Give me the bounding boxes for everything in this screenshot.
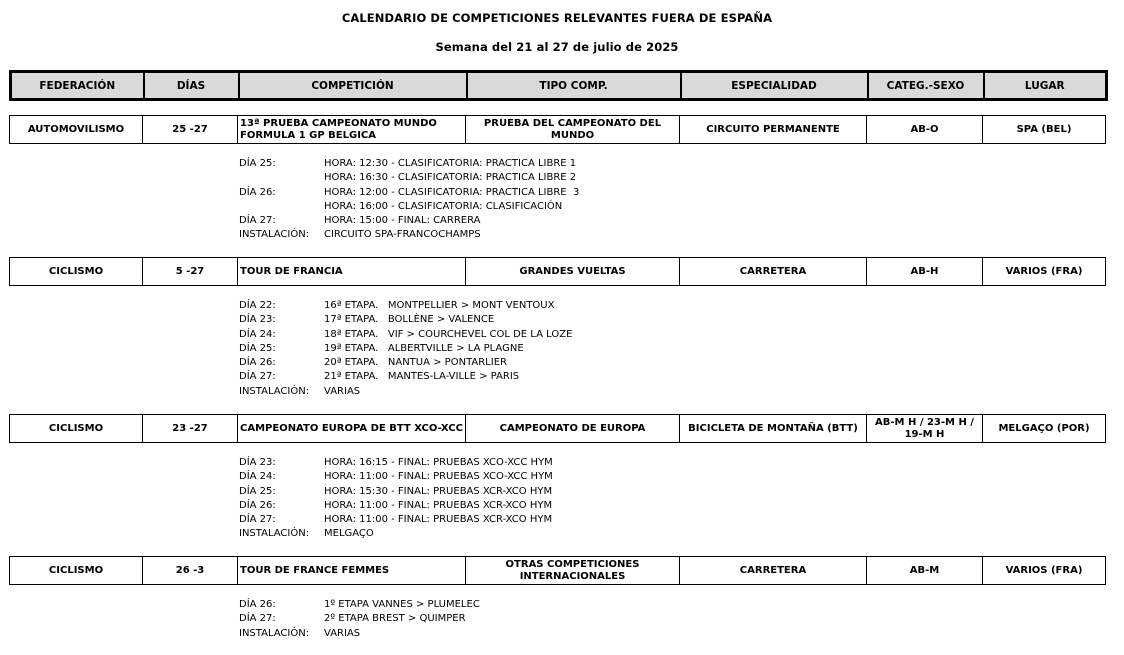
detail-line — [239, 456, 553, 470]
detail-label: DÍA 25: — [239, 342, 276, 354]
cell-lugar: MELGAÇO (POR) — [983, 415, 1106, 443]
detail-text: VARIAS — [324, 385, 361, 397]
detail-line — [239, 598, 480, 612]
detail-label: DÍA 27: — [239, 215, 276, 227]
detail-line — [239, 299, 572, 313]
detail-text: VARIAS — [324, 627, 361, 639]
detail-line — [239, 499, 553, 513]
detail-label: DÍA 24: — [239, 328, 276, 340]
detail-label: DÍA 27: — [239, 613, 276, 625]
detail-text: MELGAÇO — [324, 528, 374, 540]
event-details — [239, 598, 480, 641]
detail-line — [239, 513, 553, 527]
detail-line — [239, 228, 579, 242]
cell-competicion: TOUR DE FRANCE FEMMES — [238, 557, 466, 585]
cell-competicion: TOUR DE FRANCIA — [238, 258, 466, 286]
detail-text: 19ª ETAPA. ALBERTVILLE > LA PLAGNE — [324, 342, 524, 354]
cell-categoria: AB-H — [867, 258, 983, 286]
detail-text: HORA: 16:15 - FINAL: PRUEBAS XCO-XCC HYM — [324, 457, 553, 468]
header-federacion: FEDERACIÓN — [11, 72, 144, 100]
cell-tipo: PRUEBA DEL CAMPEONATO DEL MUNDO — [466, 116, 680, 144]
header-dias: DÍAS — [144, 72, 239, 100]
event-row — [9, 257, 1106, 286]
cell-federacion: CICLISMO — [10, 415, 143, 443]
table-header — [9, 70, 1108, 101]
event-details — [239, 299, 572, 399]
detail-label: DÍA 27: — [239, 371, 276, 383]
detail-line — [239, 527, 553, 541]
cell-federacion: AUTOMOVILISMO — [10, 116, 143, 144]
detail-label: DÍA 26: — [239, 186, 276, 198]
detail-label: DÍA 25: — [239, 158, 276, 169]
event-row — [9, 556, 1106, 585]
detail-line — [239, 200, 579, 214]
event-row — [9, 414, 1106, 443]
detail-line — [239, 313, 572, 327]
detail-line — [239, 171, 579, 185]
cell-dias: 5 -27 — [143, 258, 238, 286]
detail-text: 21ª ETAPA. MANTES-LA-VILLE > PARIS — [324, 371, 520, 383]
detail-line — [239, 342, 572, 356]
detail-text: HORA: 11:00 - FINAL: PRUEBAS XCO-XCC HYM — [324, 471, 553, 483]
detail-label: DÍA 27: — [239, 514, 276, 526]
cell-categoria: AB-O — [867, 116, 983, 144]
detail-label: DÍA 26: — [239, 357, 276, 369]
detail-text: CIRCUITO SPA-FRANCOCHAMPS — [324, 229, 481, 241]
event-row — [9, 115, 1106, 144]
cell-categoria: AB-M H / 23-M H / 19-M H — [867, 415, 983, 443]
cell-especialidad: CARRETERA — [680, 557, 867, 585]
cell-categoria: AB-M — [867, 557, 983, 585]
detail-text: HORA: 16:30 - CLASIFICATORIA: PRACTICA LIBRE 2 — [324, 172, 577, 184]
cell-especialidad: BICICLETA DE MONTAÑA (BTT) — [680, 415, 867, 443]
detail-text: HORA: 11:00 - FINAL: PRUEBAS XCR-XCO HYM — [324, 499, 553, 511]
header-lugar: LUGAR — [984, 72, 1107, 100]
cell-tipo: OTRAS COMPETICIONES INTERNACIONALES — [466, 557, 680, 585]
header-especialidad: ESPECIALIDAD — [681, 72, 868, 100]
detail-line — [239, 470, 553, 484]
week-subtitle: Semana del 21 al 27 de julio de 2025 — [435, 40, 679, 54]
cell-lugar: SPA (BEL) — [983, 116, 1106, 144]
detail-label: INSTALACIÓN: — [239, 385, 310, 397]
detail-text: 18ª ETAPA. VIF > COURCHEVEL COL DE LA LOZE — [324, 328, 573, 340]
header-categoria: CATEG.-SEXO — [868, 72, 984, 100]
detail-text: 17ª ETAPA. BOLLÈNE > VALENCE — [324, 314, 495, 326]
detail-text: HORA: 11:00 - FINAL: PRUEBAS XCR-XCO HYM — [324, 514, 553, 526]
cell-especialidad: CARRETERA — [680, 258, 867, 286]
detail-label: DÍA 26: — [239, 599, 276, 610]
cell-dias: 26 -3 — [143, 557, 238, 585]
detail-line — [239, 370, 572, 384]
cell-tipo: CAMPEONATO DE EUROPA — [466, 415, 680, 443]
detail-label: INSTALACIÓN: — [239, 528, 310, 540]
detail-line — [239, 385, 572, 399]
detail-line — [239, 612, 480, 626]
detail-label: DÍA 24: — [239, 471, 276, 483]
cell-federacion: CICLISMO — [10, 557, 143, 585]
detail-text: 2º ETAPA BREST > QUIMPER — [324, 613, 466, 625]
detail-text: HORA: 15:30 - FINAL: PRUEBAS XCR-XCO HYM — [324, 485, 553, 497]
detail-line — [239, 186, 579, 200]
detail-label: DÍA 25: — [239, 485, 276, 497]
cell-competicion: CAMPEONATO EUROPA DE BTT XCO-XCC — [238, 415, 466, 443]
detail-label: DÍA 23: — [239, 314, 276, 326]
detail-label: DÍA 26: — [239, 499, 276, 511]
detail-text: 20ª ETAPA. NANTUA > PONTARLIER — [324, 357, 507, 369]
detail-text: HORA: 15:00 - FINAL: CARRERA — [324, 215, 481, 227]
detail-label: DÍA 22: — [239, 300, 276, 311]
detail-label: INSTALACIÓN: — [239, 627, 310, 639]
detail-line — [239, 485, 553, 499]
detail-label: DÍA 23: — [239, 457, 276, 468]
cell-competicion: 13ª PRUEBA CAMPEONATO MUNDO FORMULA 1 GP BELGICA — [238, 116, 466, 144]
cell-tipo: GRANDES VUELTAS — [466, 258, 680, 286]
event-details — [239, 157, 579, 243]
header-competicion: COMPETICIÓN — [239, 72, 467, 100]
event-details — [239, 456, 553, 542]
cell-dias: 23 -27 — [143, 415, 238, 443]
detail-text: HORA: 16:00 - CLASIFICATORIA: CLASIFICACIÓN — [324, 200, 563, 212]
cell-dias: 25 -27 — [143, 116, 238, 144]
document-title: CALENDARIO DE COMPETICIONES RELEVANTES FUERA DE ESPAÑA — [341, 11, 773, 25]
header-tipo: TIPO COMP. — [467, 72, 681, 100]
cell-federacion: CICLISMO — [10, 258, 143, 286]
detail-text: HORA: 12:30 - CLASIFICATORIA: PRACTICA LIBRE 1 — [324, 158, 577, 169]
detail-line — [239, 328, 572, 342]
cell-especialidad: CIRCUITO PERMANENTE — [680, 116, 867, 144]
detail-text: HORA: 12:00 - CLASIFICATORIA: PRACTICA LIBRE 3 — [324, 186, 580, 198]
detail-line — [239, 356, 572, 370]
cell-lugar: VARIOS (FRA) — [983, 557, 1106, 585]
detail-line — [239, 214, 579, 228]
cell-lugar: VARIOS (FRA) — [983, 258, 1106, 286]
detail-text: 16ª ETAPA. MONTPELLIER > MONT VENTOUX — [324, 300, 555, 311]
detail-text: 1º ETAPA VANNES > PLUMELEC — [324, 599, 480, 610]
detail-line — [239, 157, 579, 171]
detail-label: INSTALACIÓN: — [239, 229, 310, 241]
detail-line — [239, 627, 480, 641]
